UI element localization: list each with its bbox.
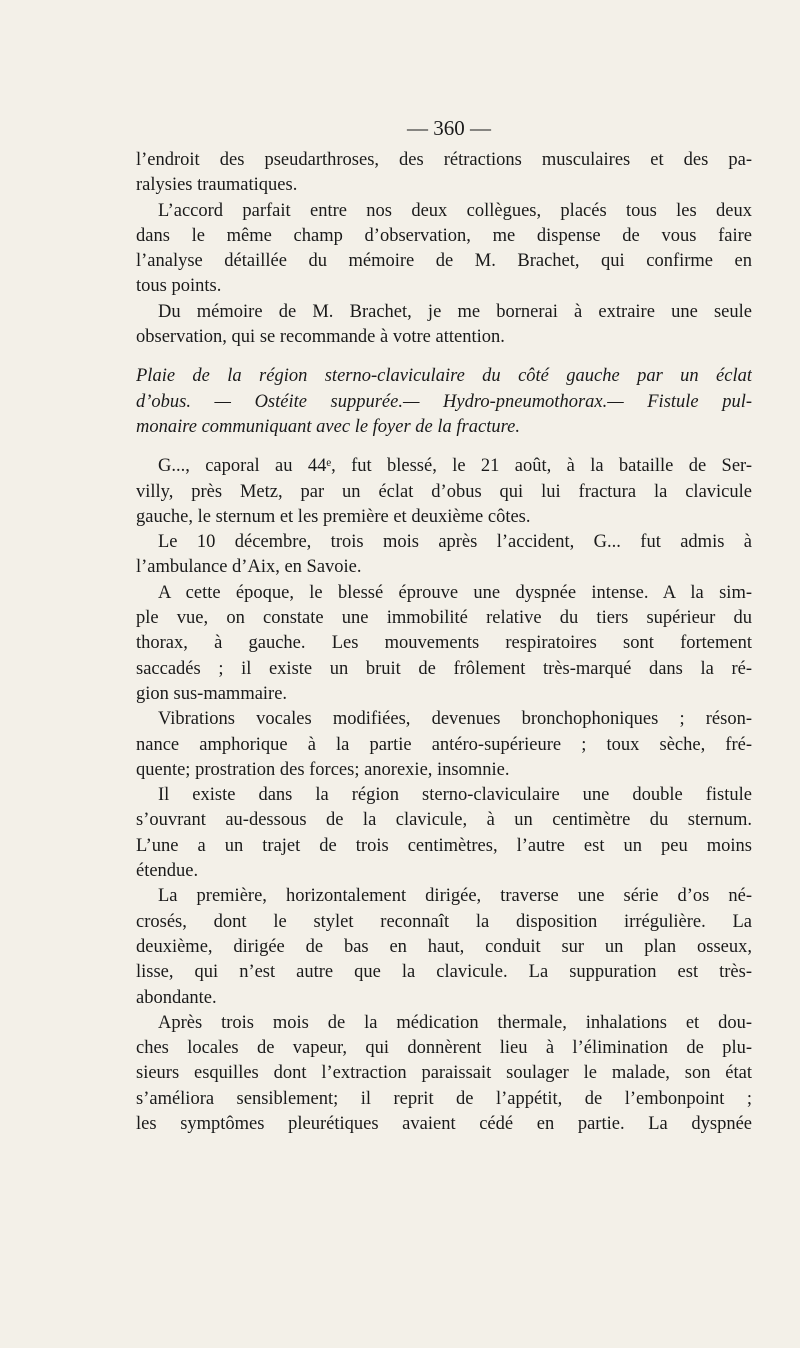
page-number: — 360 —	[407, 116, 491, 140]
text-line: villy, près Metz, par un éclat d’obus qui lui fractura la clavicule	[136, 481, 752, 502]
text-line: Du mémoire de M. Brachet, je me bornerai à extraire une seule	[158, 301, 752, 322]
paragraph	[136, 199, 752, 300]
observation-heading	[136, 364, 752, 440]
text-line: gauche, le sternum et les première et deuxième côtes.	[136, 506, 531, 527]
text-line: ralysies traumatiques.	[136, 175, 298, 196]
text-line: L’accord parfait entre nos deux collègues, placés tous les deux	[158, 200, 752, 221]
text-line: tous points.	[136, 276, 222, 297]
paragraph	[136, 707, 752, 783]
paragraph	[136, 1011, 752, 1137]
text-line: étendue.	[136, 861, 199, 882]
paragraph	[136, 783, 752, 884]
paragraph	[136, 530, 752, 581]
text-line: L’une a un trajet de trois centimètres, l’autre est un peu moins	[136, 835, 752, 856]
text-line: d’obus. — Ostéite suppurée.— Hydro-pneumothorax.— Fistule pul-	[136, 391, 752, 412]
text-line: monaire communiquant avec le foyer de la fracture.	[136, 416, 520, 437]
text-line: Plaie de la région sterno-claviculaire du côté gauche par un éclat	[136, 366, 752, 387]
text-line: saccadés ; il existe un bruit de frôlement très-marqué dans la ré-	[136, 658, 752, 679]
text-line: deuxième, dirigée de bas en haut, conduit sur un plan osseux,	[136, 936, 752, 957]
text-line: ple vue, on constate une immobilité relative du tiers supérieur du	[136, 608, 752, 629]
text-line: l’analyse détaillée du mémoire de M. Brachet, qui confirme en	[136, 251, 752, 272]
text-line: Après trois mois de la médication thermale, inhalations et dou-	[158, 1012, 752, 1033]
text-line: s’améliora sensiblement; il reprit de l’appétit, de l’embonpoint ;	[136, 1088, 752, 1109]
text-line: les symptômes pleurétiques avaient cédé en partie. La dyspnée	[136, 1113, 752, 1134]
paragraph	[136, 300, 752, 351]
page-text-block	[136, 108, 752, 1137]
text-line: l’ambulance d’Aix, en Savoie.	[136, 557, 362, 578]
paragraphs-container	[136, 148, 752, 1137]
text-line: nance amphorique à la partie antéro-supérieure ; toux sèche, fré-	[136, 734, 752, 755]
text-line: l’endroit des pseudarthroses, des rétractions musculaires et des pa-	[136, 150, 752, 170]
text-line: observation, qui se recommande à votre attention.	[136, 327, 505, 348]
text-line: sieurs esquilles dont l’extraction paraissait soulager le malade, son état	[136, 1063, 752, 1084]
text-line: crosés, dont le stylet reconnaît la disposition irrégulière. La	[136, 911, 752, 932]
text-line: abondante.	[136, 987, 217, 1008]
paragraph	[136, 148, 752, 199]
text-line: gion sus-mammaire.	[136, 683, 288, 704]
text-line: La première, horizontalement dirigée, traverse une série d’os né-	[158, 886, 752, 907]
paragraph	[136, 884, 752, 1010]
text-line: quente; prostration des forces; anorexie, insomnie.	[136, 759, 510, 780]
text-line: lisse, qui n’est autre que la clavicule. La suppuration est très-	[136, 962, 752, 983]
text-line: thorax, à gauche. Les mouvements respiratoires sont fortement	[136, 633, 752, 654]
text-line: Il existe dans la région sterno-claviculaire une double fistule	[158, 785, 752, 806]
text-line: A cette époque, le blessé éprouve une dyspnée intense. A la sim-	[158, 582, 752, 603]
paragraph	[136, 581, 752, 707]
text-line: Vibrations vocales modifiées, devenues bronchophoniques ; réson-	[158, 709, 752, 730]
text-line: s’ouvrant au-dessous de la clavicule, à un centimètre du sternum.	[136, 810, 752, 831]
text-line: G..., caporal au 44ᵉ, fut blessé, le 21 août, à la bataille de Ser-	[158, 456, 752, 477]
text-line: Le 10 décembre, trois mois après l’accident, G... fut admis à	[158, 532, 752, 553]
paragraph	[136, 454, 752, 530]
text-line: ches locales de vapeur, qui donnèrent lieu à l’élimination de plu-	[136, 1038, 752, 1059]
text-line: dans le même champ d’observation, me dispense de vous faire	[136, 225, 752, 246]
